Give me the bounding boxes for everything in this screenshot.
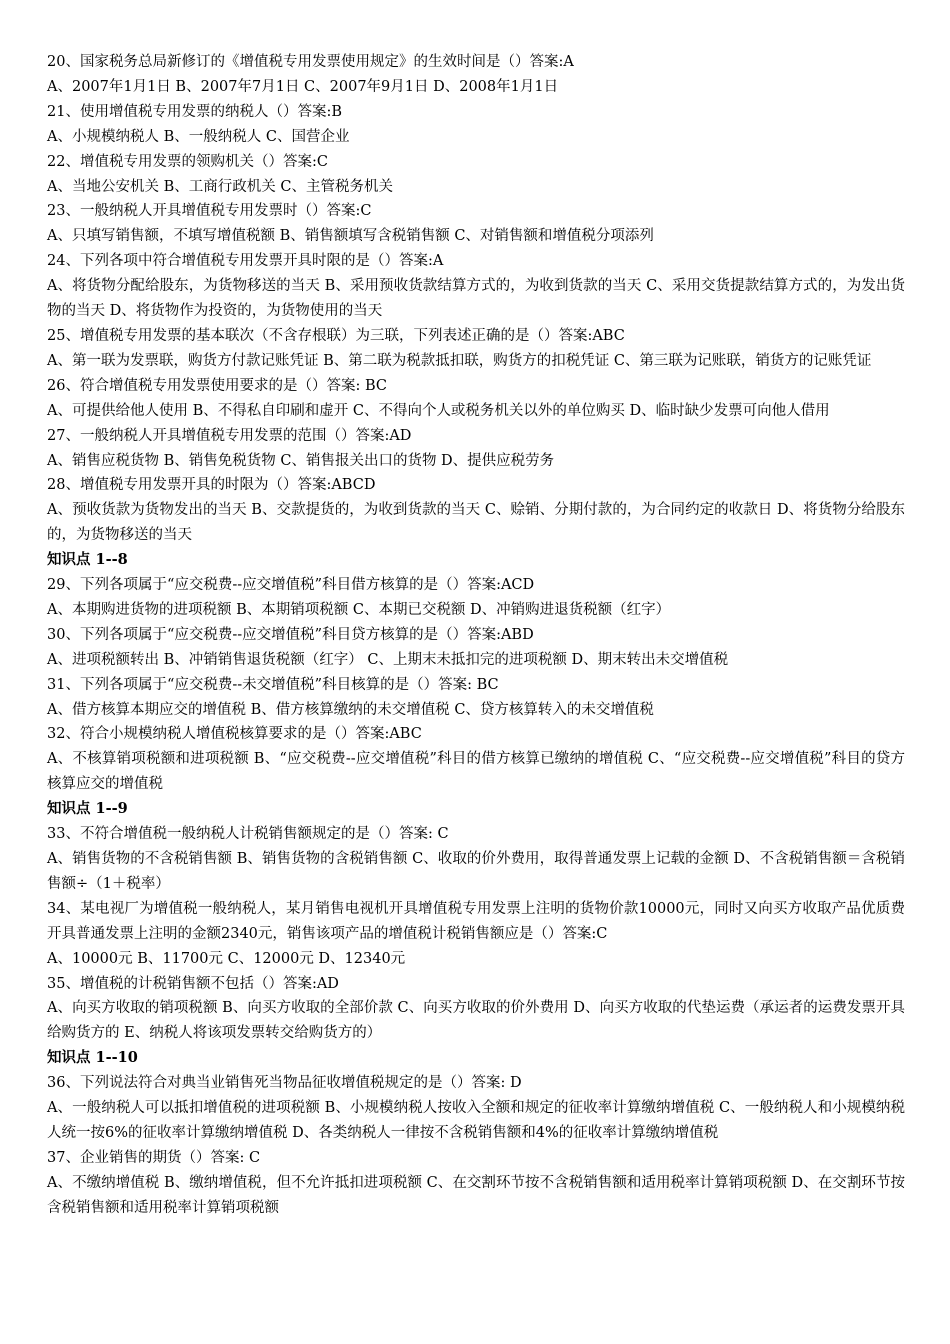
- section-heading: 知识点 1--8: [47, 551, 128, 569]
- options-line: A、小规模纳税人 B、一般纳税人 C、国营企业: [47, 128, 350, 145]
- question-line: 26、符合增值税专用发票使用要求的是（）答案: BC: [47, 377, 387, 394]
- options-line: A、预收货款为货物发出的当天 B、交款提货的，为收到货款的当天 C、赊销、分期付款的，为合同约定的收款日 D、将货物分给股东的，为货物移送的当天: [47, 502, 905, 544]
- options-line: A、10000元 B、11700元 C、12000元 D、12340元: [47, 950, 406, 967]
- question-line: 30、下列各项属于“应交税费--应交增值税”科目贷方核算的是（）答案:ABD: [47, 626, 534, 643]
- question-line: 27、一般纳税人开具增值税专用发票的范围（）答案:AD: [47, 427, 412, 444]
- question-line: 34、某电视厂为增值税一般纳税人，某月销售电视机开具增值税专用发票上注明的货物价款10000元，同时又向买方收取产品优质费开具普通发票上注明的金额2340元，销售该项产品的增值税计税销售额应是（）答案:C: [47, 900, 905, 942]
- options-line: A、第一联为发票联，购货方付款记账凭证 B、第二联为税款抵扣联，购货方的扣税凭证 C、第三联为记账联，销货方的记账凭证: [47, 352, 872, 369]
- options-line: A、2007年1月1日 B、2007年7月1日 C、2007年9月1日 D、2008年1月1日: [47, 78, 559, 95]
- options-line: A、本期购进货物的进项税额 B、本期销项税额 C、本期已交税额 D、冲销购进退货税额（红字）: [47, 601, 671, 618]
- section-heading: 知识点 1--9: [47, 800, 128, 818]
- options-line: A、将货物分配给股东，为货物移送的当天 B、采用预收货款结算方式的，为收到货款的当天 C、采用交货提款结算方式的，为发出货物的当天 D、将货物作为投资的，为货物使用的当天: [47, 278, 905, 320]
- question-line: 36、下列说法符合对典当业销售死当物品征收增值税规定的是（）答案: D: [47, 1075, 522, 1092]
- question-line: 32、符合小规模纳税人增值税核算要求的是（）答案:ABC: [47, 726, 422, 743]
- question-line: 20、国家税务总局新修订的《增值税专用发票使用规定》的生效时间是（）答案:A: [47, 54, 574, 70]
- options-line: A、销售应税货物 B、销售免税货物 C、销售报关出口的货物 D、提供应税劳务: [47, 452, 555, 469]
- question-line: 24、下列各项中符合增值税专用发票开具时限的是（）答案:A: [47, 253, 444, 270]
- options-line: A、可提供给他人使用 B、不得私自印刷和虚开 C、不得向个人或税务机关以外的单位购买 D、临时缺少发票可向他人借用: [47, 402, 830, 419]
- question-line: 23、一般纳税人开具增值税专用发票时（）答案:C: [47, 203, 372, 220]
- options-line: A、借方核算本期应交的增值税 B、借方核算缴纳的未交增值税 C、贷方核算转入的未交增值税: [47, 701, 654, 718]
- question-line: 37、企业销售的期货（）答案: C: [47, 1149, 261, 1166]
- document-content: [47, 50, 905, 1221]
- section-heading: 知识点 1--10: [47, 1049, 138, 1067]
- options-line: A、一般纳税人可以抵扣增值税的进项税额 B、小规模纳税人按收入全额和规定的征收率计算缴纳增值税 C、一般纳税人和小规模纳税人统一按6%的征收率计算缴纳增值税 D、各类纳税人一律按不含税销售额和4%的征收率计算缴纳增值税: [47, 1100, 905, 1141]
- question-line: 29、下列各项属于“应交税费--应交增值税”科目借方核算的是（）答案:ACD: [47, 577, 535, 594]
- question-line: 25、增值税专用发票的基本联次（不含存根联）为三联，下列表述正确的是（）答案:ABC: [47, 327, 625, 344]
- options-line: A、销售货物的不含税销售额 B、销售货物的含税销售额 C、收取的价外费用，取得普通发票上记载的金额 D、不含税销售额＝含税销售额÷（1＋税率）: [47, 851, 905, 892]
- question-line: 22、增值税专用发票的领购机关（）答案:C: [47, 153, 328, 170]
- question-line: 35、增值税的计税销售额不包括（）答案:AD: [47, 975, 339, 992]
- options-line: A、向买方收取的销项税额 B、向买方收取的全部价款 C、向买方收取的价外费用 D、向买方收取的代垫运费（承运者的运费发票开具给购货方的 E、纳税人将该项发票转交给购货方的）: [47, 1000, 905, 1042]
- question-line: 31、下列各项属于“应交税费--未交增值税”科目核算的是（）答案: BC: [47, 676, 499, 693]
- options-line: A、进项税额转出 B、冲销销售退货税额（红字） C、上期末未抵扣完的进项税额 D、期末转出未交增值税: [47, 651, 729, 668]
- options-line: A、不核算销项税额和进项税额 B、“应交税费--应交增值税”科目的借方核算已缴纳的增值税 C、“应交税费--应交增值税”科目的贷方核算应交的增值税: [47, 751, 905, 793]
- question-line: 33、不符合增值税一般纳税人计税销售额规定的是（）答案: C: [47, 826, 449, 843]
- options-line: A、只填写销售额，不填写增值税额 B、销售额填写含税销售额 C、对销售额和增值税分项添列: [47, 228, 654, 245]
- options-line: A、不缴纳增值税 B、缴纳增值税，但不允许抵扣进项税额 C、在交割环节按不含税销售额和适用税率计算销项税额 D、在交割环节按含税销售额和适用税率计算销项税额: [47, 1174, 905, 1216]
- question-line: 28、增值税专用发票开具的时限为（）答案:ABCD: [47, 477, 376, 494]
- options-line: A、当地公安机关 B、工商行政机关 C、主管税务机关: [47, 178, 393, 195]
- question-line: 21、使用增值税专用发票的纳税人（）答案:B: [47, 103, 342, 120]
